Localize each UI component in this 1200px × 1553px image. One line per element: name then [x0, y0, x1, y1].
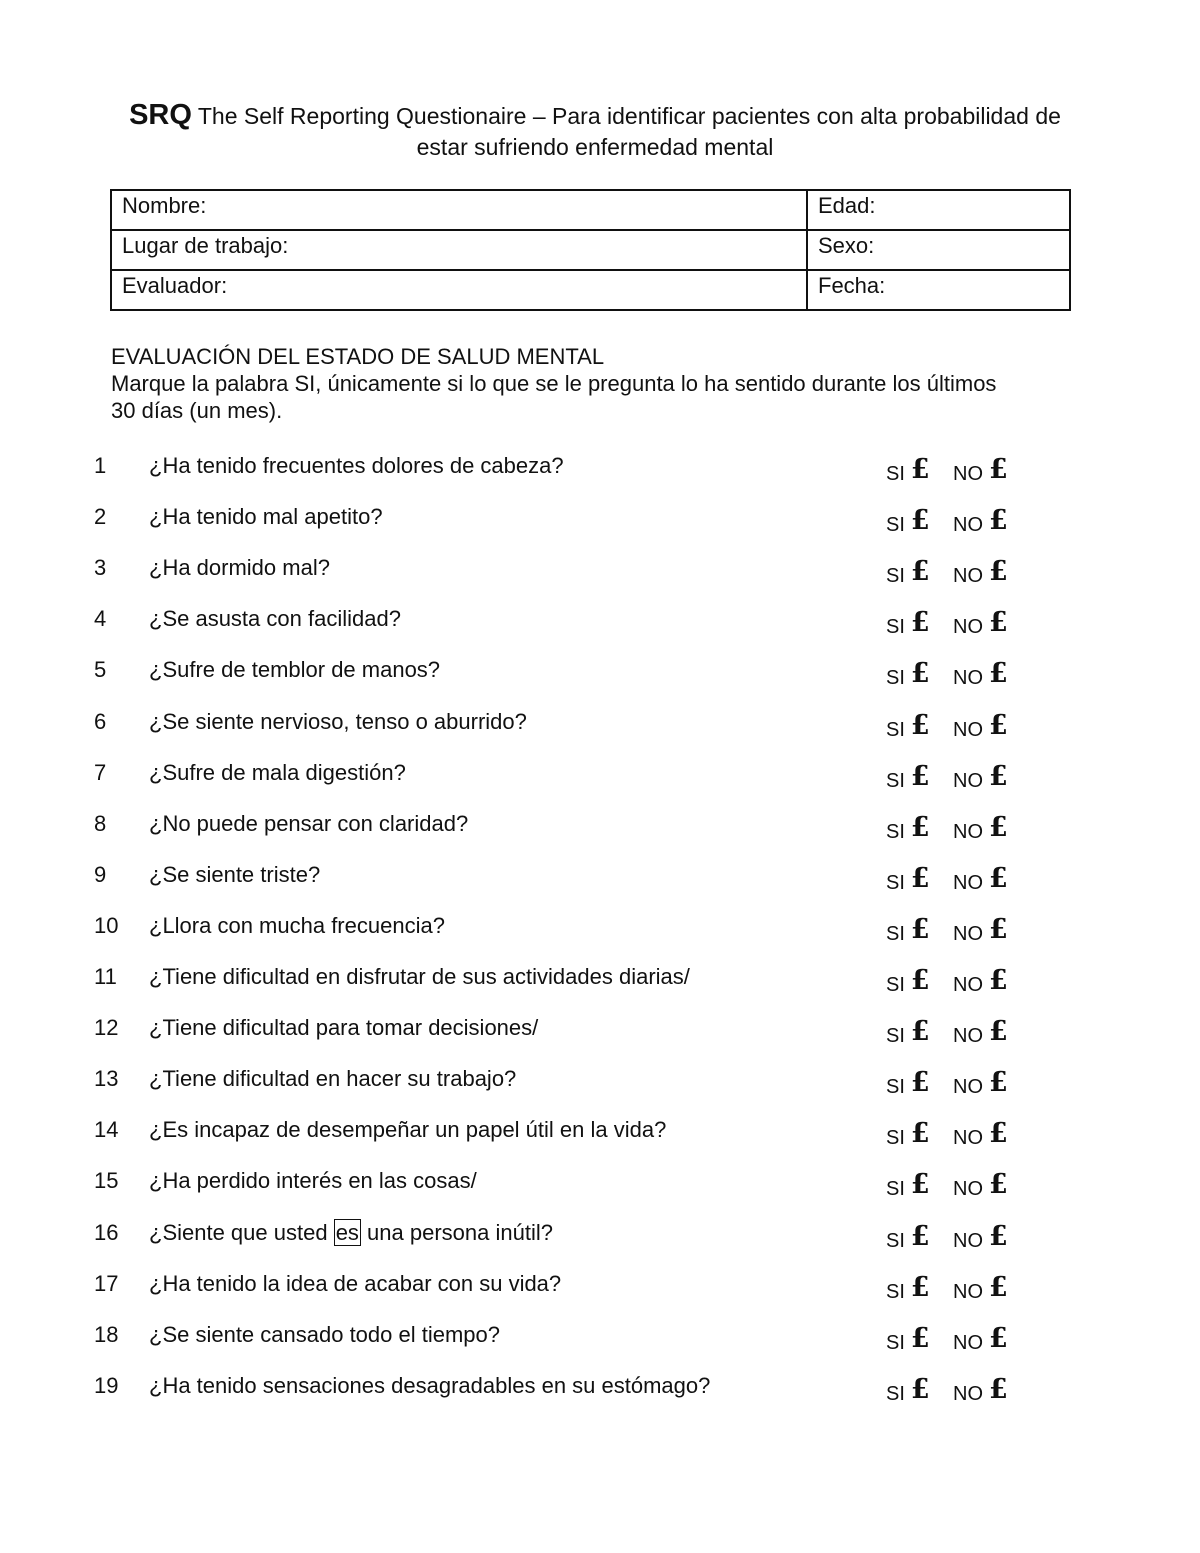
checkbox-icon[interactable]: £ [989, 1322, 1008, 1354]
checkbox-icon[interactable]: £ [989, 1067, 1008, 1099]
checkbox-icon[interactable]: £ [989, 454, 1008, 485]
question-row [0, 606, 1200, 646]
no-label: NO [953, 922, 983, 945]
title-text-line2: estar sufriendo enfermedad mental [416, 134, 774, 160]
question-number: 3 [94, 555, 107, 581]
question-text: ¿Se siente cansado todo el tiempo? [149, 1321, 501, 1347]
question-text: ¿Se asusta con facilidad? [149, 606, 401, 632]
question-number: 9 [94, 861, 107, 887]
question-number: 2 [94, 504, 107, 530]
question-row [0, 760, 1200, 800]
question-number: 10 [94, 912, 119, 938]
si-label: SI [886, 1229, 905, 1252]
question-number: 12 [94, 1015, 119, 1041]
si-option[interactable] [886, 862, 930, 896]
checkbox-icon[interactable]: £ [910, 1271, 930, 1303]
checkbox-icon[interactable]: £ [989, 965, 1008, 996]
question-text [149, 1220, 553, 1246]
checkbox-icon[interactable]: £ [910, 760, 930, 792]
question-row [0, 913, 1200, 953]
no-option[interactable] [953, 1069, 1008, 1100]
evaluator-field[interactable]: Evaluador: [111, 270, 807, 310]
checkbox-icon[interactable]: £ [910, 556, 930, 588]
boxed-word: es [335, 1219, 359, 1245]
si-label: SI [886, 871, 905, 894]
si-label: SI [886, 1382, 905, 1405]
title-acronym: SRQ [129, 99, 192, 131]
checkbox-icon[interactable]: £ [910, 1220, 930, 1252]
workplace-field[interactable]: Lugar de trabajo: [111, 230, 807, 270]
si-option[interactable] [886, 811, 930, 845]
instructions-line2: 30 días (un mes). [111, 398, 283, 423]
checkbox-icon[interactable]: £ [910, 1067, 930, 1099]
question-text: ¿Tiene dificultad en disfrutar de sus actividades diarias/ [149, 964, 690, 989]
no-option[interactable] [953, 1171, 1008, 1202]
no-label: NO [953, 1229, 983, 1252]
checkbox-icon[interactable]: £ [989, 862, 1008, 894]
checkbox-icon[interactable]: £ [989, 1271, 1008, 1303]
no-label: NO [953, 1025, 983, 1048]
si-option[interactable] [886, 1171, 930, 1202]
no-option[interactable] [953, 1120, 1008, 1151]
checkbox-icon[interactable]: £ [989, 505, 1008, 537]
question-number: 6 [94, 708, 107, 734]
no-label: NO [953, 565, 983, 588]
si-label: SI [886, 718, 905, 741]
question-row [0, 657, 1200, 697]
no-option[interactable] [953, 1220, 1008, 1254]
no-option[interactable] [953, 660, 1008, 691]
no-label: NO [953, 974, 983, 996]
question-text: ¿Tiene dificultad en hacer su trabajo? [149, 1066, 517, 1092]
question-row [0, 862, 1200, 902]
si-option[interactable] [886, 609, 930, 640]
no-label: NO [953, 1127, 983, 1150]
info-row [111, 270, 1070, 310]
no-option[interactable] [953, 1271, 1008, 1305]
no-label: NO [953, 1178, 983, 1201]
question-row [0, 1373, 1200, 1413]
question-row [0, 555, 1200, 595]
question-row [0, 964, 1200, 1004]
question-row [0, 1117, 1200, 1157]
question-text: ¿Sufre de temblor de manos? [149, 657, 441, 683]
si-option[interactable] [886, 760, 930, 794]
si-option[interactable] [886, 709, 930, 743]
si-option[interactable] [886, 1018, 930, 1049]
checkbox-icon[interactable]: £ [989, 556, 1008, 588]
question-number: 16 [94, 1219, 119, 1245]
checkbox-icon[interactable]: £ [910, 709, 930, 741]
si-option[interactable] [886, 1069, 930, 1100]
no-option[interactable] [953, 609, 1008, 640]
no-option[interactable] [953, 913, 1008, 947]
question-row [0, 1271, 1200, 1311]
question-text: ¿Tiene dificultad para tomar decisiones/ [149, 1015, 539, 1041]
question-number: 5 [94, 657, 107, 683]
checkbox-icon[interactable]: £ [989, 811, 1008, 843]
question-row [0, 709, 1200, 749]
checkbox-icon[interactable]: £ [910, 505, 930, 537]
no-option[interactable] [953, 507, 1008, 538]
si-option[interactable] [886, 1120, 930, 1151]
question-text: ¿Sufre de mala digestión? [149, 759, 406, 785]
question-row [0, 504, 1200, 544]
no-option[interactable] [953, 1018, 1008, 1049]
info-row [111, 190, 1070, 230]
question-text: ¿Es incapaz de desempeñar un papel útil en la vida? [149, 1117, 667, 1143]
age-field[interactable]: Edad: [807, 190, 1070, 230]
no-label: NO [953, 1382, 983, 1405]
question-number: 1 [94, 453, 107, 478]
si-label: SI [886, 1025, 905, 1048]
no-option[interactable] [953, 862, 1008, 896]
checkbox-icon[interactable]: £ [910, 913, 930, 945]
checkbox-icon[interactable]: £ [989, 1373, 1008, 1405]
si-option[interactable] [886, 1271, 930, 1305]
si-label: SI [886, 974, 905, 996]
checkbox-icon[interactable]: £ [989, 1220, 1008, 1252]
question-number: 14 [94, 1117, 119, 1143]
si-label: SI [886, 922, 905, 945]
checkbox-icon[interactable]: £ [910, 965, 930, 996]
checkbox-icon[interactable]: £ [910, 1322, 930, 1354]
checkbox-icon[interactable]: £ [989, 607, 1008, 639]
si-label: SI [886, 514, 905, 537]
question-row [0, 1220, 1200, 1260]
instructions-line1: Marque la palabra SI, únicamente si lo que se le pregunta lo ha sentido durante los últimos [111, 371, 997, 396]
checkbox-icon[interactable]: £ [910, 1169, 930, 1201]
question-text: ¿Ha dormido mal? [149, 555, 330, 581]
document-title [90, 100, 1100, 163]
no-label: NO [953, 1331, 983, 1354]
checkbox-icon[interactable]: £ [910, 1118, 930, 1150]
no-label: NO [953, 871, 983, 894]
si-label: SI [886, 1280, 905, 1303]
question-text-part: ¿Siente que usted [149, 1219, 334, 1245]
info-row [111, 230, 1070, 270]
sex-field[interactable]: Sexo: [807, 230, 1070, 270]
question-text: ¿Ha tenido sensaciones desagradables en su estómago? [149, 1372, 711, 1398]
question-number: 18 [94, 1321, 119, 1347]
no-option[interactable] [953, 967, 1008, 998]
date-field[interactable]: Fecha: [807, 270, 1070, 310]
si-label: SI [886, 667, 905, 690]
checkbox-icon[interactable]: £ [989, 1118, 1008, 1150]
evaluation-section [111, 343, 1091, 424]
checkbox-icon[interactable]: £ [910, 607, 930, 639]
question-text: ¿No puede pensar con claridad? [149, 810, 469, 836]
no-label: NO [953, 1280, 983, 1303]
checkbox-icon[interactable]: £ [989, 760, 1008, 792]
no-option[interactable] [953, 760, 1008, 794]
question-text: ¿Llora con mucha frecuencia? [149, 912, 445, 938]
section-heading: EVALUACIÓN DEL ESTADO DE SALUD MENTAL [111, 344, 605, 369]
checkbox-icon[interactable]: £ [989, 658, 1008, 690]
si-label: SI [886, 463, 905, 485]
question-number: 13 [94, 1066, 119, 1092]
si-label: SI [886, 1178, 905, 1201]
checkbox-icon[interactable]: £ [910, 454, 930, 485]
question-number: 7 [94, 759, 107, 785]
patient-info-table [110, 189, 1071, 311]
checkbox-icon[interactable]: £ [910, 1373, 930, 1405]
question-text: ¿Ha tenido la idea de acabar con su vida? [149, 1270, 562, 1296]
checkbox-icon[interactable]: £ [910, 811, 930, 843]
question-number: 4 [94, 606, 107, 632]
no-option[interactable] [953, 709, 1008, 743]
si-option[interactable] [886, 1220, 930, 1254]
no-label: NO [953, 1076, 983, 1099]
checkbox-icon[interactable]: £ [910, 1016, 930, 1048]
checkbox-icon[interactable]: £ [989, 1169, 1008, 1201]
si-option[interactable] [886, 558, 930, 589]
si-label: SI [886, 616, 905, 639]
si-label: SI [886, 1331, 905, 1354]
checkbox-icon[interactable]: £ [910, 862, 930, 894]
question-text: ¿Ha tenido mal apetito? [149, 504, 383, 530]
name-field[interactable]: Nombre: [111, 190, 807, 230]
checkbox-icon[interactable]: £ [989, 913, 1008, 945]
question-row [0, 453, 1200, 493]
no-label: NO [953, 667, 983, 690]
si-label: SI [886, 820, 905, 843]
question-number: 11 [94, 964, 117, 989]
no-label: NO [953, 820, 983, 843]
no-label: NO [953, 463, 983, 485]
question-text-part: una persona inútil? [360, 1219, 553, 1245]
checkbox-icon[interactable]: £ [989, 1016, 1008, 1048]
si-option[interactable] [886, 1373, 930, 1407]
checkbox-icon[interactable]: £ [989, 709, 1008, 741]
si-option[interactable] [886, 1322, 930, 1356]
question-number: 15 [94, 1168, 119, 1194]
no-label: NO [953, 616, 983, 639]
si-label: SI [886, 1076, 905, 1099]
si-label: SI [886, 769, 905, 792]
question-row [0, 811, 1200, 851]
question-number: 17 [94, 1270, 119, 1296]
si-option[interactable] [886, 660, 930, 691]
si-option[interactable] [886, 913, 930, 947]
si-option[interactable] [886, 967, 930, 998]
question-row [0, 1066, 1200, 1106]
title-text-line1: The Self Reporting Questionaire – Para identificar pacientes con alta probabilidad de [191, 103, 1061, 129]
no-option[interactable] [953, 1373, 1008, 1407]
no-label: NO [953, 514, 983, 537]
no-option[interactable] [953, 558, 1008, 589]
no-label: NO [953, 718, 983, 741]
no-label: NO [953, 769, 983, 792]
no-option[interactable] [953, 1322, 1008, 1356]
si-option[interactable] [886, 507, 930, 538]
checkbox-icon[interactable]: £ [910, 658, 930, 690]
question-row [0, 1168, 1200, 1208]
si-option[interactable] [886, 456, 930, 487]
no-option[interactable] [953, 456, 1008, 487]
question-text: ¿Se siente triste? [149, 861, 321, 887]
question-row [0, 1322, 1200, 1362]
si-label: SI [886, 1127, 905, 1150]
question-row [0, 1015, 1200, 1055]
question-text: ¿Ha tenido frecuentes dolores de cabeza? [149, 453, 564, 478]
no-option[interactable] [953, 811, 1008, 845]
question-number: 8 [94, 810, 107, 836]
si-label: SI [886, 565, 905, 588]
question-text: ¿Se siente nervioso, tenso o aburrido? [149, 708, 527, 734]
question-number: 19 [94, 1372, 119, 1398]
question-text: ¿Ha perdido interés en las cosas/ [149, 1168, 477, 1194]
